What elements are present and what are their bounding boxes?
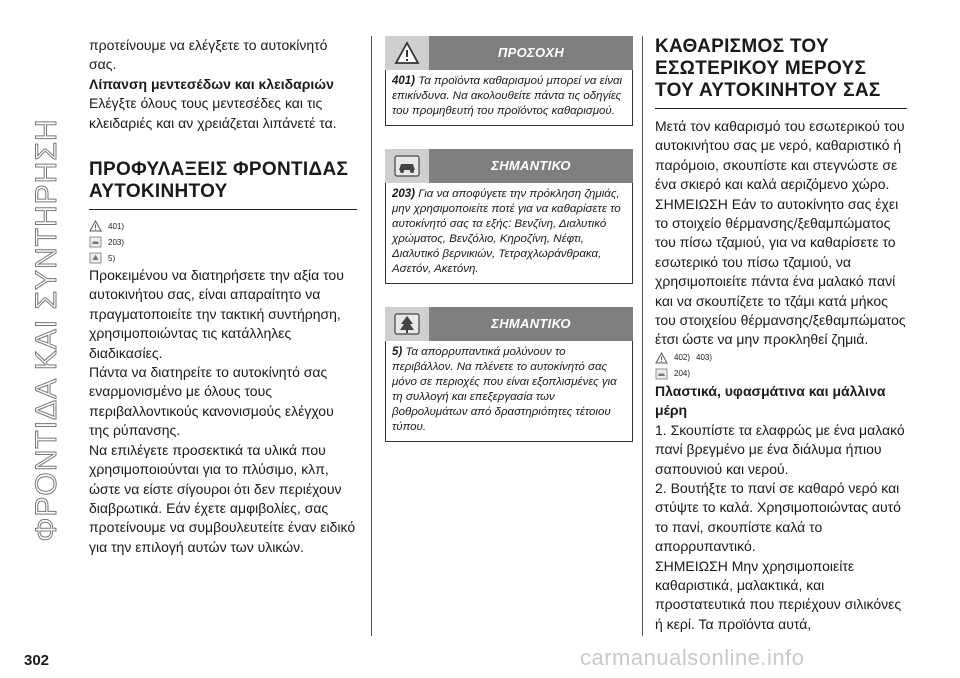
important-box-label: ΣΗΜΑΝΤΙΚΟ — [491, 158, 571, 173]
paragraph: Μετά τον καθαρισμό του εσωτερικού του αυτοκινήτου σας με νερό, καθαριστικό ή παρόμοιο, σκουπίστε και στεγνώστε σε ένα σκιερό και καλά αεριζόμενο χώρο. — [655, 118, 905, 193]
column-2 — [385, 36, 633, 442]
note-text: Τα προϊόντα καθαρισμού μπορεί να είναι επικίνδυνα. Να ακολουθείτε πάντα τις οδηγίες του προμηθευτή του προϊόντος καθαρισμού. — [392, 75, 623, 117]
warning-box-header — [385, 36, 633, 70]
environment-box — [385, 307, 633, 442]
section-title: ΚΑΘΑΡΙΣΜΟΣ ΤΟΥ ΕΣΩΤΕΡΙΚΟΥ ΜΕΡΟΥΣ ΤΟΥ ΑΥΤΟΚΙΝΗΤΟΥ ΣΑΣ — [655, 36, 907, 109]
column-3 — [655, 36, 907, 634]
car-icon — [385, 149, 429, 183]
lube-heading: Λίπανση μεντεσέδων και κλειδαριών — [89, 75, 334, 92]
paragraph: Να επιλέγετε προσεκτικά τα υλικά που χρησιμοποιούνται για το πλύσιμο, κλπ, ώστε να είστε σίγουροι ότι δεν περιέχουν διαβρωτικά. Εάν έχετε αμφιβολίες, σας προτείνουμε να συμβουλευτείτε έναν ειδικό για την επιλογή αυτών των υλικών. — [89, 441, 356, 555]
paragraph: Προκειμένου να διατηρήσετε την αξία του αυτοκινήτου σας, είναι απαραίτητο να πραγματοποιείτε την τακτική συντήρηση, χρησιμοποιώντας τις κατάλληλες διαδικασίες. — [89, 267, 344, 361]
environment-box-header — [385, 307, 633, 341]
warning-icon — [89, 220, 102, 232]
column-divider — [371, 36, 372, 636]
lube-text: Ελέγξτε όλους τους μεντεσέδες και τις κλειδαριές και αν χρειάζεται λιπάνετέ τα. — [89, 95, 337, 131]
important-box-body — [385, 183, 633, 284]
reference-label: 403) — [696, 353, 713, 363]
column-divider — [642, 36, 643, 636]
environment-box-label: ΣΗΜΑΝΤΙΚΟ — [491, 316, 571, 331]
reference-label: 203) — [108, 237, 125, 247]
reference-203 — [89, 234, 357, 250]
tree-icon — [385, 307, 429, 341]
reference-402-403 — [655, 350, 907, 366]
paragraph: 2. Βουτήξτε το πανί σε καθαρό νερό και στύψτε το καλά. Χρησιμοποιώντας αυτό το πανί, σκουπίστε καλά το απορρυπαντικό. — [655, 479, 901, 555]
note-text: Για να αποφύγετε την πρόκληση ζημιάς, μην χρησιμοποιείτε ποτέ για να καθαρίσετε το αυτοκίνητό σας τα εξής: Βενζίνη, Διαλυτικό χρώματος, Βενζόλιο, Κηροζίνη, Νέφτι, Διαλυτικό βερνικιών, Τετραχλωράνθρακα, Ασετόν, Ακετόνη. — [392, 188, 621, 275]
environment-box-body — [385, 341, 633, 442]
side-title — [22, 20, 68, 632]
column-1 — [89, 36, 357, 557]
reference-5 — [89, 250, 357, 266]
car-icon — [89, 236, 102, 248]
paragraph: Πάντα να διατηρείτε το αυτοκίνητό σας εναρμονισμένο με όλους τους περιβαλλοντικούς κανονισμούς ελέγχου της ρύπανσης. — [89, 364, 334, 439]
paragraph: ΣΗΜΕΙΩΣΗ Μην χρησιμοποιείτε καθαριστικά, μαλακτικά, και προστατευτικά που περιέχουν σιλικόνες ή κερί. Τα προϊόντα αυτά, — [655, 557, 902, 632]
plastic-heading: Πλαστικά, υφασμάτινα και μάλλινα μέρη — [655, 382, 886, 419]
intro-text: προτείνουμε να ελέγξετε το αυτοκίνητό σας. — [89, 37, 328, 73]
reference-label: 402) — [674, 353, 691, 363]
car-icon — [655, 368, 668, 380]
note-number: 5) — [392, 346, 403, 358]
important-box — [385, 149, 633, 284]
reference-401 — [89, 218, 357, 234]
section-title: ΠΡΟΦΥΛΑΞΕΙΣ ΦΡΟΝΤΙΔΑΣ ΑΥΤΟΚΙΝΗΤΟΥ — [89, 159, 357, 210]
reference-label: 5) — [108, 253, 116, 263]
warning-box — [385, 36, 633, 126]
reference-label: 204) — [674, 369, 691, 379]
note-number: 401) — [392, 75, 416, 87]
paragraph: ΣΗΜΕΙΩΣΗ Εάν το αυτοκίνητο σας έχει το στοιχείο θέρμανσης/ξεθαμπώματος του πίσω τζαμιού, για να καθαρίσετε το εσωτερικό του πίσω τζαμιού, να χρησιμοποιείτε πάντα ένα μαλακό πανί και να σκουπίζετε το τζάμι κατά μήκος του στοιχείου θέρμανσης/ξεθαμπώματος έτσι ώστε να μην προκληθεί ζημιά. — [655, 195, 906, 348]
warning-triangle-icon — [385, 36, 429, 70]
important-box-header — [385, 149, 633, 183]
note-number: 203) — [392, 188, 416, 200]
warning-box-body — [385, 70, 633, 126]
watermark: carmanualsonline.info — [580, 645, 805, 670]
side-title-text: ΦΡΟΝΤΙΔΑ ΚΑΙ ΣΥΝΤΗΡΗΣΗ — [30, 118, 63, 542]
reference-204 — [655, 366, 907, 382]
page-number: 302 — [24, 652, 50, 669]
note-text: Τα απορρυπαντικά μολύνουν το περιβάλλον. Να πλένετε το αυτοκίνητό σας μόνο σε περιοχές που είναι εξοπλισμένες για τη συλλογή και επεξεργασία των βοθρολυμάτων από δραστηριότητες τέτοιου τύπου. — [392, 346, 617, 433]
tree-icon — [89, 252, 102, 264]
warning-icon — [655, 352, 668, 364]
paragraph: 1. Σκουπίστε τα ελαφρώς με ένα μαλακό πανί βρεγμένο με ένα διάλυμα ήπιου σαπουνιού και νερού. — [655, 421, 905, 477]
warning-box-label: ΠΡΟΣΟΧΗ — [497, 45, 565, 60]
reference-label: 401) — [108, 221, 125, 231]
